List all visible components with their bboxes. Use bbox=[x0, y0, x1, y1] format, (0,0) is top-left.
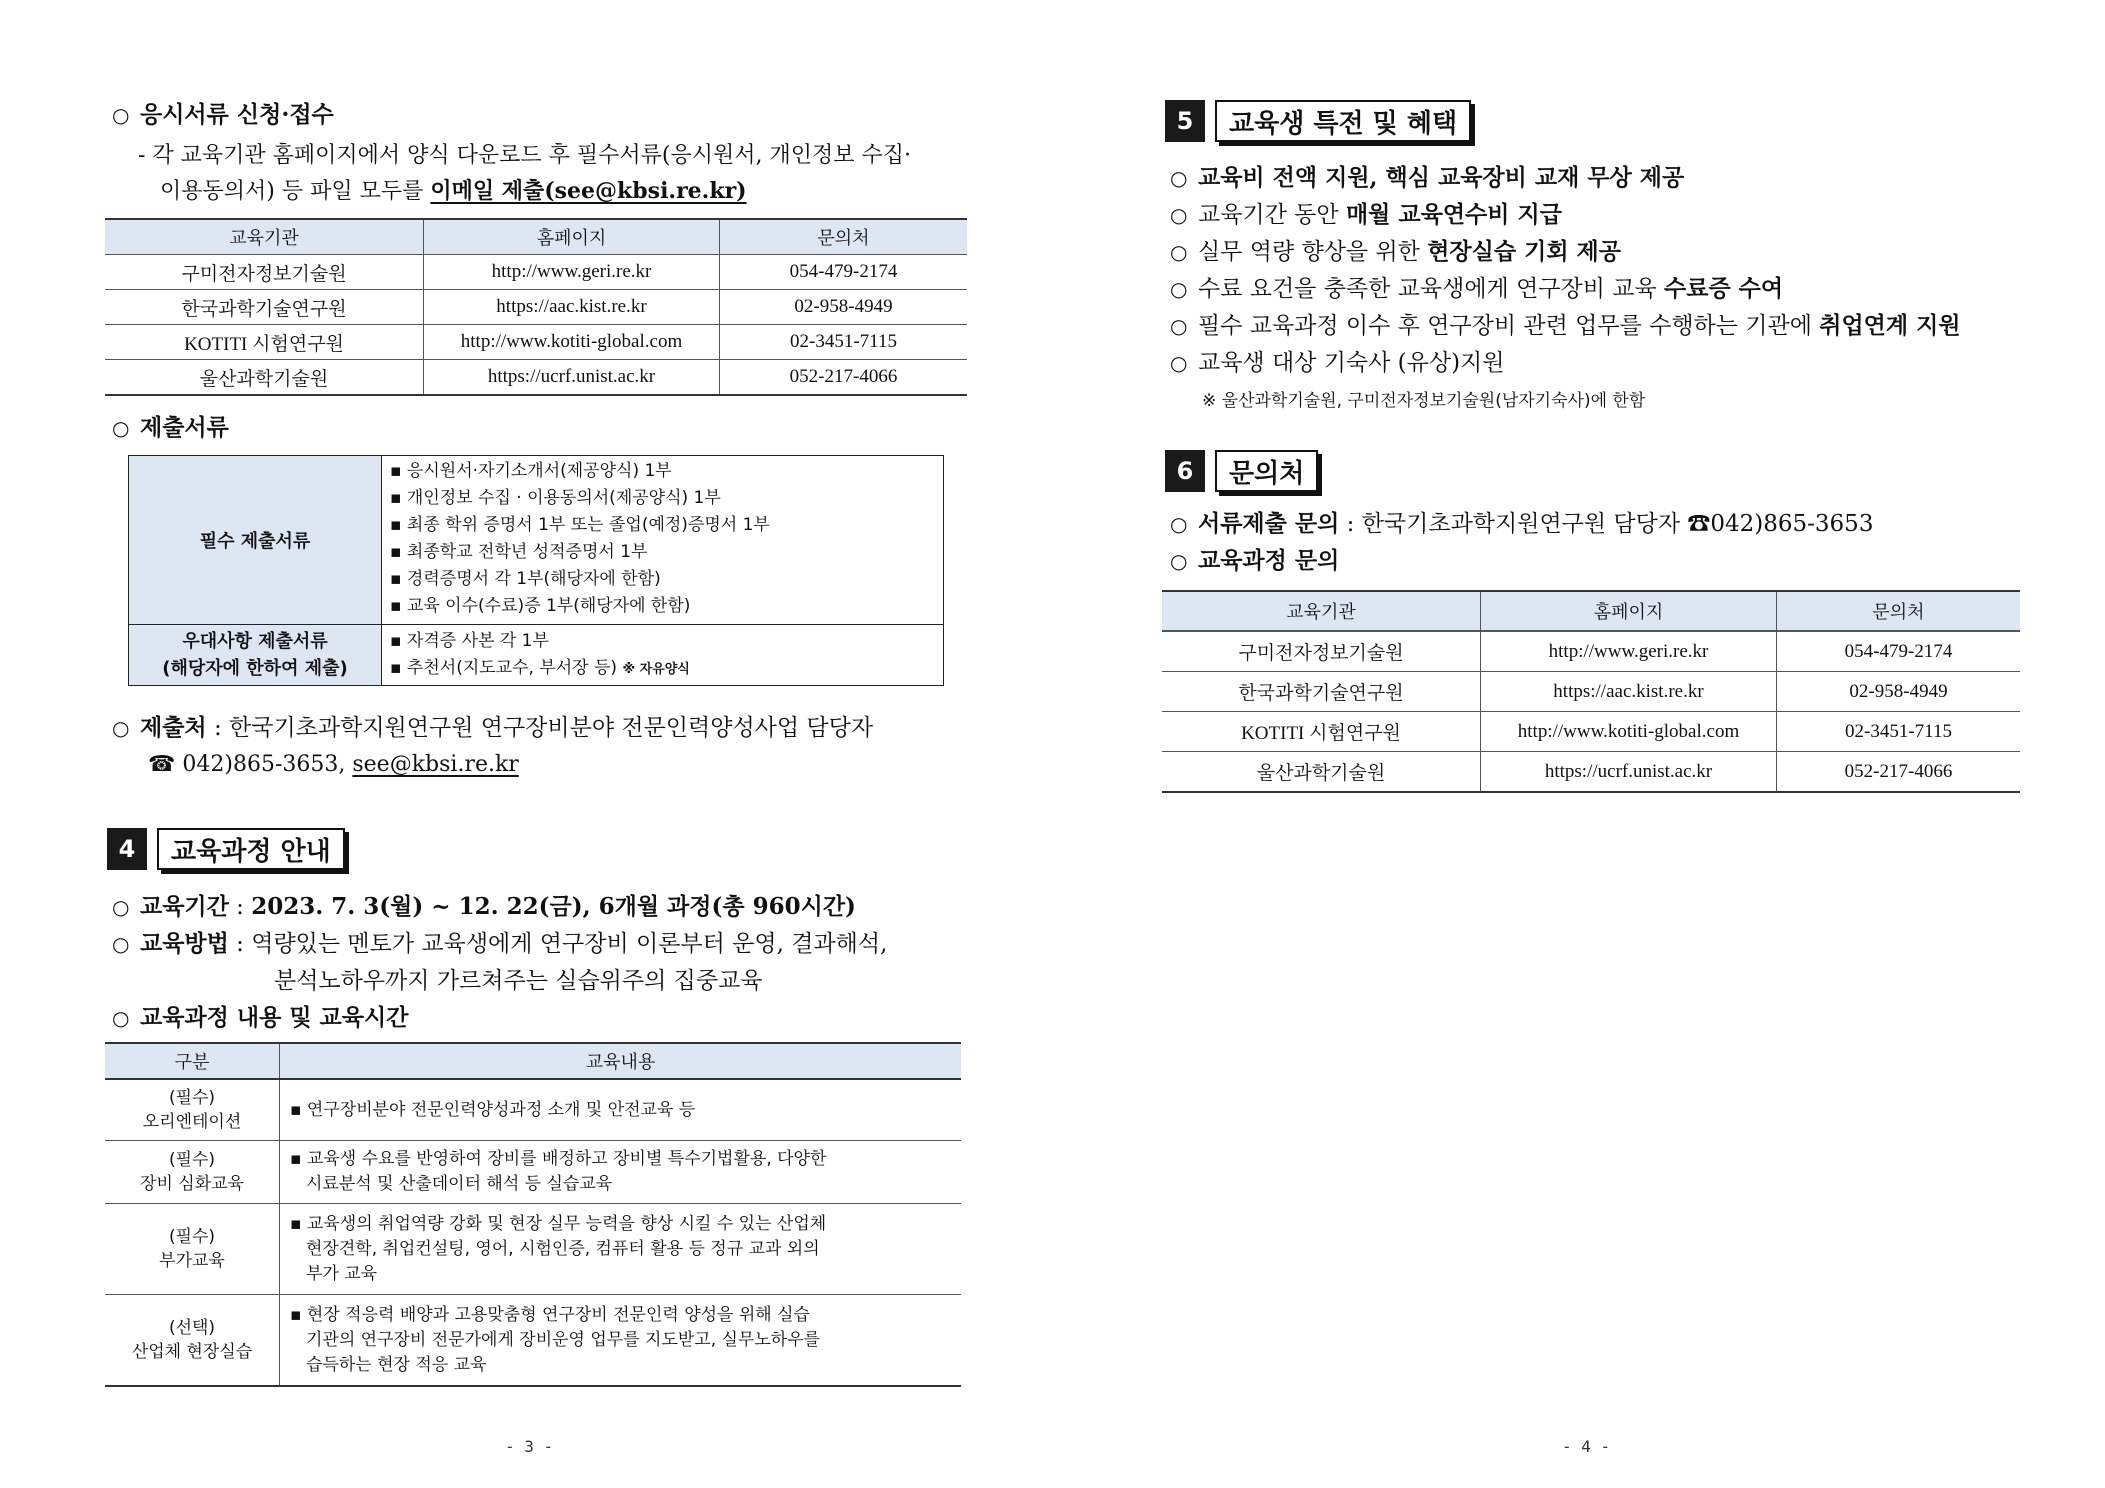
section-number: 4 bbox=[107, 828, 147, 870]
submission-docs-table bbox=[128, 455, 944, 686]
circle-bullet-icon: ○ bbox=[1170, 512, 1188, 536]
benefit-item: ○ 실무 역량 향상을 위한 현장실습 기회 제공 bbox=[1170, 238, 1621, 265]
benefit-item: ○ 교육생 대상 기숙사 (유상)지원 bbox=[1170, 350, 1505, 376]
dormitory-note: ※ 울산과학기술원, 구미전자정보기술원(남자기숙사)에 한함 bbox=[1202, 391, 1646, 411]
required-docs-list bbox=[382, 456, 944, 625]
page-number: - 4 - bbox=[1562, 1437, 1611, 1456]
section-number: 5 bbox=[1165, 100, 1205, 142]
course-inquiry-line: ○ 교육과정 문의 bbox=[1170, 547, 1340, 574]
list-item: ▪ 최종학교 전학년 성적증명서 1부 bbox=[390, 542, 648, 562]
institution-table-right: 교육기관 홈페이지 문의처 구미전자정보기술원 http://www.geri.re.kr 054-479-2174 한국과학기술연구원 https://aac.kist.re.kr 02-958-4949 KOTITI 시험연구원 http://www.kotiti-global.com 02-3451-7115 울산과학기술원 https://ucrf.unist.ac.kr 052-217-4066 bbox=[1162, 590, 2020, 793]
section-title: 교육과정 안내 bbox=[157, 828, 345, 870]
list-item: ▪ 추천서(지도교수, 부서장 등) ※ 자유양식 bbox=[390, 657, 690, 678]
preferred-docs-list bbox=[382, 625, 944, 686]
curriculum-table: 구분 교육내용 (필수) 오리엔테이션 ▪ 연구장비분야 전문인력양성과정 소개 및 안전교육 등 (필수) 장비 심화교육 ▪ 교육생 수요를 반영하여 장비를 배정하고 장비별 특수기법활용, 다양한 시료분석 및 산출데이터 해석 등 실습교육 (필수) 부가교육 ▪ 교육생의 취업역량 강화 및 현장 실무 능력을 향상 시킬 수 있는 산업체 현장견학, 취업컨설팅, 영어, 시험인증, 컴퓨터 활용 등 정규 교과 외의 부가 교육 (선택) 산업체 현장실습 ▪ 현장 적응력 배양과 고용맞춤형 연구장비 전문인력 양성을 위해 실습 기관의 연구장비 전문가에게 장비운영 업무를 지도받고, 실무노하우를 습득하는 현장 적응 교육 bbox=[105, 1042, 961, 1387]
benefit-item: ○ 수료 요건을 충족한 교육생에게 연구장비 교육 수료증 수여 bbox=[1170, 275, 1784, 302]
circle-bullet-icon: ○ bbox=[112, 103, 130, 127]
section6-header bbox=[1165, 450, 1318, 492]
circle-bullet-icon: ○ bbox=[112, 895, 130, 919]
table-row: 구미전자정보기술원 http://www.geri.re.kr 054-479-2174 bbox=[105, 255, 967, 290]
circle-bullet-icon: ○ bbox=[1170, 240, 1188, 264]
institution-table-left: 교육기관 홈페이지 문의처 구미전자정보기술원 http://www.geri.re.kr 054-479-2174 한국과학기술연구원 https://aac.kist.re.kr 02-958-4949 KOTITI 시험연구원 http://www.kotiti-global.com 02-3451-7115 울산과학기술원 https://ucrf.unist.ac.kr 052-217-4066 bbox=[105, 218, 967, 396]
left-page bbox=[0, 0, 1052, 1488]
circle-bullet-icon: ○ bbox=[1170, 549, 1188, 573]
period-line: ○ 교육기간 : 2023. 7. 3(월) ~ 12. 22(금), 6개월 과정(총 960시간) bbox=[112, 893, 856, 920]
section5-header bbox=[1165, 100, 1471, 142]
table-row: (필수) 장비 심화교육 ▪ 교육생 수요를 반영하여 장비를 배정하고 장비별 특수기법활용, 다양한 시료분석 및 산출데이터 해석 등 실습교육 bbox=[105, 1141, 961, 1204]
circle-bullet-icon: ○ bbox=[1170, 203, 1188, 227]
docs-heading: ○ 제출서류 bbox=[112, 414, 229, 441]
circle-bullet-icon: ○ bbox=[112, 932, 130, 956]
required-docs-label: 필수 제출서류 bbox=[129, 456, 382, 625]
table-row: KOTITI 시험연구원 http://www.kotiti-global.com 02-3451-7115 bbox=[1162, 712, 2020, 752]
content-heading: ○ 교육과정 내용 및 교육시간 bbox=[112, 1004, 409, 1031]
list-item: ▪ 경력증명서 각 1부(해당자에 한함) bbox=[390, 569, 661, 589]
preferred-docs-label: 우대사항 제출서류 (해당자에 한하여 제출) bbox=[129, 625, 382, 686]
circle-bullet-icon: ○ bbox=[1170, 277, 1188, 301]
apply-line1: - 각 교육기관 홈페이지에서 양식 다운로드 후 필수서류(응시원서, 개인정보 수집· bbox=[138, 143, 912, 168]
submit-contact: ☎ 042)865-3653, see@kbsi.re.kr bbox=[148, 752, 519, 777]
benefit-item: ○ 교육기간 동안 매월 교육연수비 지급 bbox=[1170, 201, 1562, 228]
circle-bullet-icon: ○ bbox=[1170, 351, 1188, 375]
list-item: ▪ 최종 학위 증명서 1부 또는 졸업(예정)증명서 1부 bbox=[390, 515, 770, 535]
section-title: 문의처 bbox=[1215, 450, 1318, 492]
circle-bullet-icon: ○ bbox=[112, 416, 130, 440]
section4-header bbox=[107, 828, 345, 870]
doc-inquiry-line: ○ 서류제출 문의 : 한국기초과학지원연구원 담당자 ☎042)865-3653 bbox=[1170, 510, 1874, 537]
method-line2: 분석노하우까지 가르쳐주는 실습위주의 집중교육 bbox=[274, 968, 763, 994]
table-row: 한국과학기술연구원 https://aac.kist.re.kr 02-958-4949 bbox=[105, 290, 967, 325]
benefit-item: ○ 교육비 전액 지원, 핵심 교육장비 교재 무상 제공 bbox=[1170, 164, 1685, 191]
circle-bullet-icon: ○ bbox=[112, 1006, 130, 1030]
section-number: 6 bbox=[1165, 450, 1205, 492]
circle-bullet-icon: ○ bbox=[112, 716, 130, 740]
table-row: KOTITI 시험연구원 http://www.kotiti-global.com 02-3451-7115 bbox=[105, 325, 967, 360]
table-row: (필수) 오리엔테이션 ▪ 연구장비분야 전문인력양성과정 소개 및 안전교육 등 bbox=[105, 1079, 961, 1141]
benefit-item: ○ 필수 교육과정 이수 후 연구장비 관련 업무를 수행하는 기관에 취업연계 지원 bbox=[1170, 312, 1961, 339]
method-line: ○ 교육방법 : 역량있는 멘토가 교육생에게 연구장비 이론부터 운영, 결과해석, bbox=[112, 930, 888, 957]
list-item: ▪ 개인정보 수집 · 이용동의서(제공양식) 1부 bbox=[390, 488, 721, 508]
table-row: 울산과학기술원 https://ucrf.unist.ac.kr 052-217-4066 bbox=[105, 360, 967, 396]
section-title: 교육생 특전 및 혜택 bbox=[1215, 100, 1471, 142]
email-submit-link[interactable]: 이메일 제출(see@kbsi.re.kr) bbox=[430, 178, 747, 204]
table-row: 구미전자정보기술원 http://www.geri.re.kr 054-479-2174 bbox=[1162, 631, 2020, 672]
table-row: 한국과학기술연구원 https://aac.kist.re.kr 02-958-4949 bbox=[1162, 672, 2020, 712]
table-row: (필수) 부가교육 ▪ 교육생의 취업역량 강화 및 현장 실무 능력을 향상 시킬 수 있는 산업체 현장견학, 취업컨설팅, 영어, 시험인증, 컴퓨터 활용 등 정규 교과 외의 부가 교육 bbox=[105, 1204, 961, 1295]
table-row: (선택) 산업체 현장실습 ▪ 현장 적응력 배양과 고용맞춤형 연구장비 전문인력 양성을 위해 실습 기관의 연구장비 전문가에게 장비운영 업무를 지도받고, 실무노하우를 습득하는 현장 적응 교육 bbox=[105, 1295, 961, 1387]
circle-bullet-icon: ○ bbox=[1170, 314, 1188, 338]
list-item: ▪ 응시원서·자기소개서(제공양식) 1부 bbox=[390, 461, 672, 481]
list-item: ▪ 교육 이수(수료)증 1부(해당자에 한함) bbox=[390, 596, 691, 616]
email-link[interactable]: see@kbsi.re.kr bbox=[352, 752, 519, 777]
submit-line: ○ 제출처 : 한국기초과학지원연구원 연구장비분야 전문인력양성사업 담당자 bbox=[112, 714, 874, 741]
apply-line2: 이용동의서) 등 파일 모두를 이메일 제출(see@kbsi.re.kr) bbox=[160, 178, 747, 204]
list-item: ▪ 자격증 사본 각 1부 bbox=[390, 630, 549, 651]
right-page bbox=[1052, 0, 2105, 1488]
page-number: - 3 - bbox=[505, 1437, 554, 1456]
table-row: 울산과학기술원 https://ucrf.unist.ac.kr 052-217-4066 bbox=[1162, 752, 2020, 793]
apply-heading: ○ 응시서류 신청·접수 bbox=[112, 101, 334, 128]
phone-icon: ☎ bbox=[148, 752, 176, 777]
circle-bullet-icon: ○ bbox=[1170, 166, 1188, 190]
